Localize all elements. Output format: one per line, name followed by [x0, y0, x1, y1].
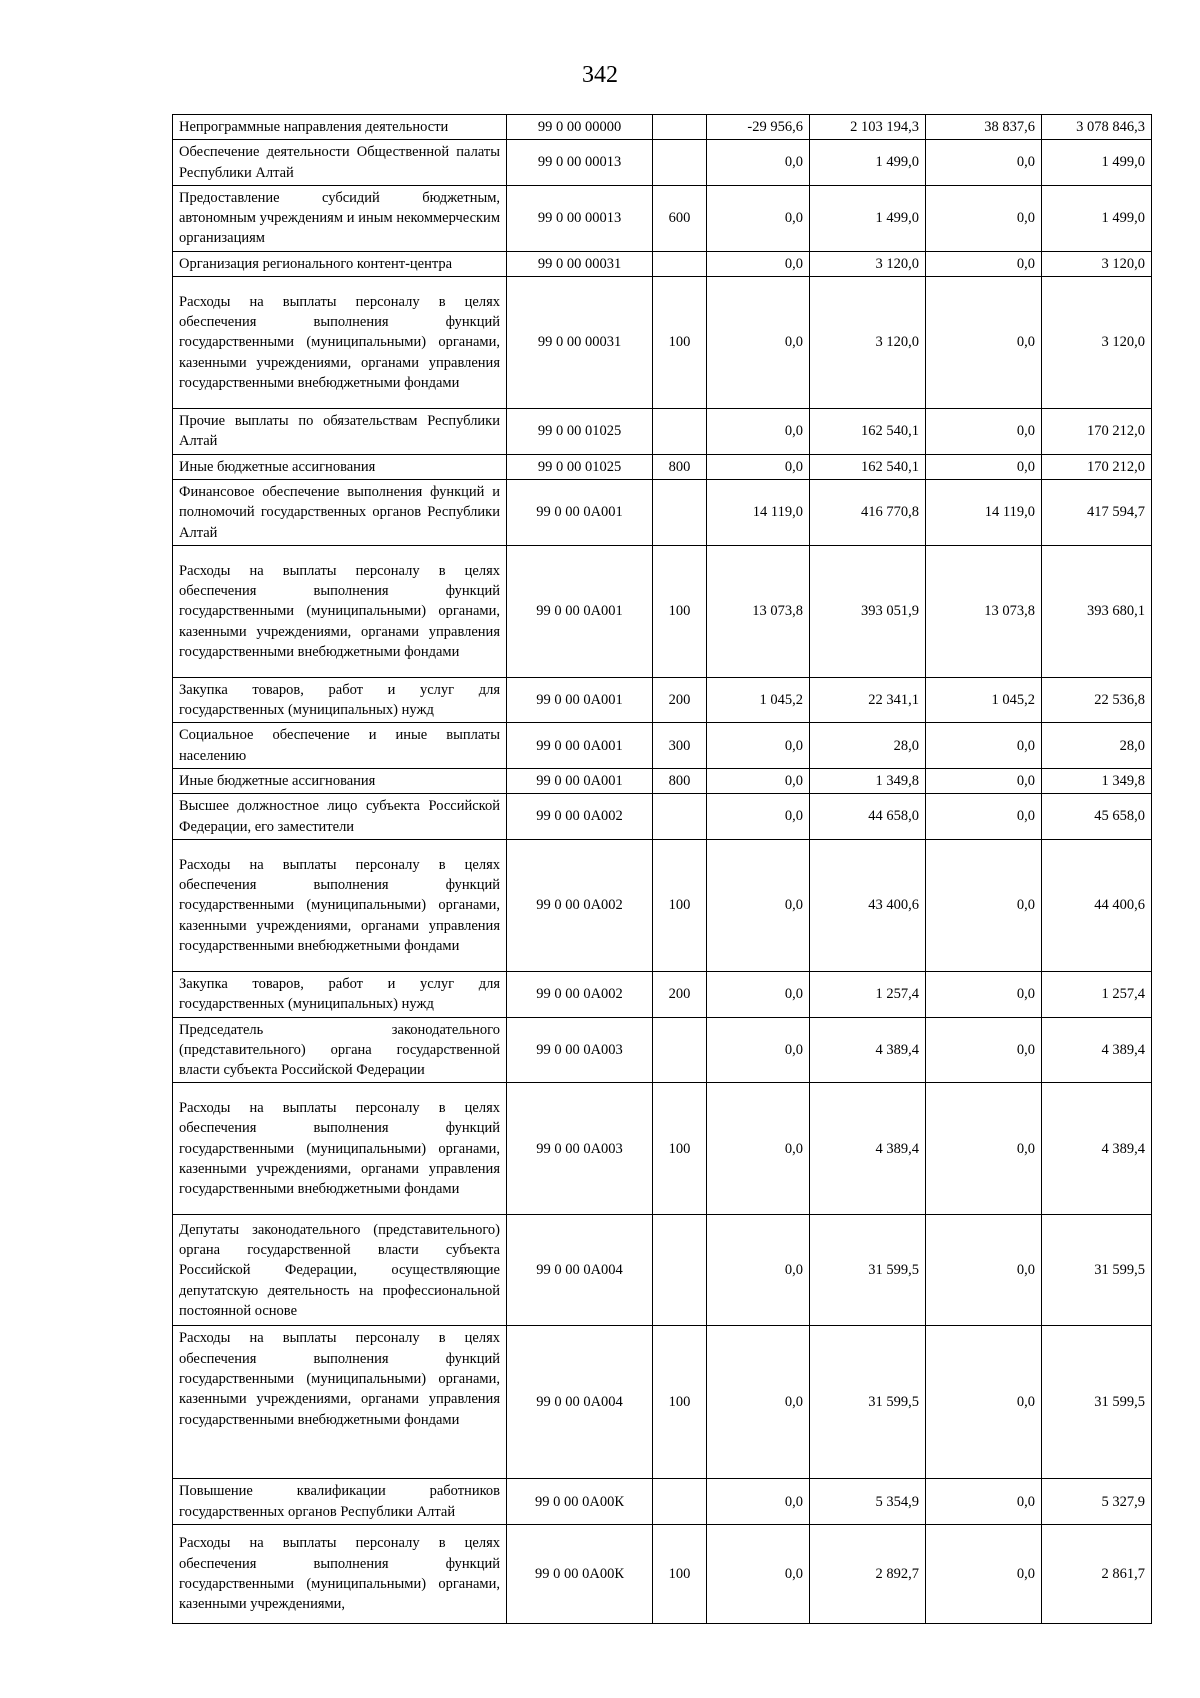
row-value-3-cell: 0,0	[926, 769, 1042, 794]
row-csr-cell: 99 0 00 0А001	[507, 479, 653, 545]
row-value-3-cell: 38 837,6	[926, 115, 1042, 140]
budget-table	[172, 114, 1152, 1624]
row-vr-cell: 100	[653, 1525, 707, 1624]
row-vr-cell: 800	[653, 769, 707, 794]
row-value-3-cell: 0,0	[926, 409, 1042, 455]
row-value-4-cell: 4 389,4	[1042, 1083, 1152, 1215]
row-csr-cell: 99 0 00 0А004	[507, 1326, 653, 1479]
row-value-1-cell: 0,0	[707, 277, 810, 409]
table-row	[173, 723, 1152, 769]
row-csr-cell: 99 0 00 0А001	[507, 769, 653, 794]
row-name-cell: Социальное обеспечение и иные выплаты населению	[173, 723, 507, 769]
row-value-4-cell: 2 861,7	[1042, 1525, 1152, 1624]
row-value-2-cell: 4 389,4	[810, 1017, 926, 1083]
row-name-cell: Закупка товаров, работ и услуг для государственных (муниципальных) нужд	[173, 677, 507, 723]
row-value-1-cell: 0,0	[707, 839, 810, 971]
table-row	[173, 794, 1152, 840]
row-value-4-cell: 393 680,1	[1042, 545, 1152, 677]
row-value-1-cell: 14 119,0	[707, 479, 810, 545]
row-value-3-cell: 0,0	[926, 1083, 1042, 1215]
row-name-cell: Прочие выплаты по обязательствам Республики Алтай	[173, 409, 507, 455]
table-row	[173, 769, 1152, 794]
row-name-cell: Закупка товаров, работ и услуг для государственных (муниципальных) нужд	[173, 971, 507, 1017]
table-row	[173, 1083, 1152, 1215]
table-row	[173, 839, 1152, 971]
row-value-3-cell: 0,0	[926, 454, 1042, 479]
row-csr-cell: 99 0 00 00013	[507, 140, 653, 186]
row-value-2-cell: 1 499,0	[810, 140, 926, 186]
row-csr-cell: 99 0 00 0А002	[507, 794, 653, 840]
row-name-cell: Расходы на выплаты персоналу в целях обеспечения выполнения функций государственными (муниципальными) органами, казенными учреждениями,	[173, 1525, 507, 1624]
row-value-1-cell: 0,0	[707, 769, 810, 794]
page-number: 342	[582, 62, 618, 88]
table-row	[173, 545, 1152, 677]
row-value-3-cell: 14 119,0	[926, 479, 1042, 545]
row-value-4-cell: 45 658,0	[1042, 794, 1152, 840]
row-value-4-cell: 44 400,6	[1042, 839, 1152, 971]
row-name-cell: Расходы на выплаты персоналу в целях обеспечения выполнения функций государственными (муниципальными) органами, казенными учреждениями, органами управления государственными внебюджетными фондами	[173, 1083, 507, 1215]
table-row	[173, 409, 1152, 455]
row-value-2-cell: 393 051,9	[810, 545, 926, 677]
row-vr-cell: 100	[653, 839, 707, 971]
row-vr-cell	[653, 251, 707, 276]
row-value-1-cell: 1 045,2	[707, 677, 810, 723]
row-value-1-cell: 0,0	[707, 1326, 810, 1479]
table-row	[173, 251, 1152, 276]
table-row	[173, 1479, 1152, 1525]
row-vr-cell: 200	[653, 677, 707, 723]
row-vr-cell	[653, 1017, 707, 1083]
table-row	[173, 454, 1152, 479]
row-value-2-cell: 4 389,4	[810, 1083, 926, 1215]
row-csr-cell: 99 0 00 0А004	[507, 1215, 653, 1326]
row-value-3-cell: 0,0	[926, 1326, 1042, 1479]
row-vr-cell: 300	[653, 723, 707, 769]
row-value-3-cell: 0,0	[926, 1525, 1042, 1624]
row-value-3-cell: 0,0	[926, 185, 1042, 251]
row-value-4-cell: 1 499,0	[1042, 185, 1152, 251]
row-value-1-cell: 0,0	[707, 185, 810, 251]
row-name-cell: Высшее должностное лицо субъекта Российской Федерации, его заместители	[173, 794, 507, 840]
row-csr-cell: 99 0 00 00013	[507, 185, 653, 251]
row-value-3-cell: 13 073,8	[926, 545, 1042, 677]
table-row	[173, 1326, 1152, 1479]
row-value-1-cell: 0,0	[707, 723, 810, 769]
row-value-3-cell: 0,0	[926, 794, 1042, 840]
row-vr-cell	[653, 479, 707, 545]
row-value-4-cell: 1 499,0	[1042, 140, 1152, 186]
row-name-cell: Расходы на выплаты персоналу в целях обеспечения выполнения функций государственными (муниципальными) органами, казенными учреждениями, органами управления государственными внебюджетными фондами	[173, 545, 507, 677]
table-row	[173, 677, 1152, 723]
row-value-1-cell: 0,0	[707, 251, 810, 276]
row-csr-cell: 99 0 00 0А002	[507, 839, 653, 971]
table-row	[173, 479, 1152, 545]
row-value-3-cell: 0,0	[926, 971, 1042, 1017]
row-value-1-cell: -29 956,6	[707, 115, 810, 140]
row-value-3-cell: 0,0	[926, 1215, 1042, 1326]
row-value-1-cell: 0,0	[707, 794, 810, 840]
row-value-4-cell: 170 212,0	[1042, 454, 1152, 479]
row-value-2-cell: 162 540,1	[810, 409, 926, 455]
row-value-3-cell: 0,0	[926, 1479, 1042, 1525]
row-name-cell: Иные бюджетные ассигнования	[173, 454, 507, 479]
row-vr-cell	[653, 794, 707, 840]
table-row	[173, 115, 1152, 140]
row-value-2-cell: 2 103 194,3	[810, 115, 926, 140]
row-value-4-cell: 417 594,7	[1042, 479, 1152, 545]
row-csr-cell: 99 0 00 0А001	[507, 545, 653, 677]
row-value-4-cell: 170 212,0	[1042, 409, 1152, 455]
row-vr-cell: 200	[653, 971, 707, 1017]
row-csr-cell: 99 0 00 01025	[507, 454, 653, 479]
row-value-2-cell: 22 341,1	[810, 677, 926, 723]
row-value-2-cell: 1 349,8	[810, 769, 926, 794]
row-vr-cell: 600	[653, 185, 707, 251]
row-name-cell: Непрограммные направления деятельности	[173, 115, 507, 140]
row-csr-cell: 99 0 00 0А00К	[507, 1479, 653, 1525]
row-name-cell: Расходы на выплаты персоналу в целях обеспечения выполнения функций государственными (муниципальными) органами, казенными учреждениями, органами управления государственными внебюджетными фондами	[173, 1326, 507, 1479]
row-csr-cell: 99 0 00 00031	[507, 251, 653, 276]
row-vr-cell	[653, 1479, 707, 1525]
row-value-1-cell: 0,0	[707, 1215, 810, 1326]
row-vr-cell	[653, 409, 707, 455]
row-name-cell: Расходы на выплаты персоналу в целях обеспечения выполнения функций государственными (муниципальными) органами, казенными учреждениями, органами управления государственными внебюджетными фондами	[173, 839, 507, 971]
row-value-1-cell: 0,0	[707, 1479, 810, 1525]
row-value-2-cell: 5 354,9	[810, 1479, 926, 1525]
row-value-2-cell: 1 499,0	[810, 185, 926, 251]
row-value-3-cell: 0,0	[926, 1017, 1042, 1083]
row-vr-cell	[653, 1215, 707, 1326]
row-value-1-cell: 0,0	[707, 1017, 810, 1083]
row-value-2-cell: 416 770,8	[810, 479, 926, 545]
row-name-cell: Обеспечение деятельности Общественной палаты Республики Алтай	[173, 140, 507, 186]
row-csr-cell: 99 0 00 0А003	[507, 1017, 653, 1083]
row-value-4-cell: 22 536,8	[1042, 677, 1152, 723]
row-value-2-cell: 162 540,1	[810, 454, 926, 479]
row-value-2-cell: 3 120,0	[810, 251, 926, 276]
row-csr-cell: 99 0 00 0А001	[507, 723, 653, 769]
row-vr-cell: 100	[653, 1083, 707, 1215]
row-value-4-cell: 28,0	[1042, 723, 1152, 769]
table-row	[173, 185, 1152, 251]
row-value-2-cell: 1 257,4	[810, 971, 926, 1017]
row-value-4-cell: 1 257,4	[1042, 971, 1152, 1017]
row-value-1-cell: 0,0	[707, 1525, 810, 1624]
row-value-4-cell: 31 599,5	[1042, 1326, 1152, 1479]
row-value-2-cell: 44 658,0	[810, 794, 926, 840]
row-value-3-cell: 1 045,2	[926, 677, 1042, 723]
row-value-2-cell: 31 599,5	[810, 1215, 926, 1326]
row-value-1-cell: 0,0	[707, 454, 810, 479]
row-vr-cell: 100	[653, 1326, 707, 1479]
row-value-3-cell: 0,0	[926, 839, 1042, 971]
row-name-cell: Предоставление субсидий бюджетным, автономным учреждениям и иным некоммерческим организациям	[173, 185, 507, 251]
row-name-cell: Расходы на выплаты персоналу в целях обеспечения выполнения функций государственными (муниципальными) органами, казенными учреждениями, органами управления государственными внебюджетными фондами	[173, 277, 507, 409]
row-value-3-cell: 0,0	[926, 251, 1042, 276]
row-value-2-cell: 2 892,7	[810, 1525, 926, 1624]
row-value-2-cell: 43 400,6	[810, 839, 926, 971]
row-value-3-cell: 0,0	[926, 723, 1042, 769]
row-value-3-cell: 0,0	[926, 140, 1042, 186]
row-name-cell: Депутаты законодательного (представительного) органа государственной власти субъекта Российской Федерации, осуществляющие депутатскую деятельность на профессиональной постоянной основе	[173, 1215, 507, 1326]
row-value-4-cell: 31 599,5	[1042, 1215, 1152, 1326]
row-value-1-cell: 0,0	[707, 140, 810, 186]
row-vr-cell: 100	[653, 545, 707, 677]
table-row	[173, 1215, 1152, 1326]
row-vr-cell: 800	[653, 454, 707, 479]
row-value-3-cell: 0,0	[926, 277, 1042, 409]
row-csr-cell: 99 0 00 0А001	[507, 677, 653, 723]
table-row	[173, 1525, 1152, 1624]
row-value-1-cell: 13 073,8	[707, 545, 810, 677]
row-value-1-cell: 0,0	[707, 971, 810, 1017]
row-csr-cell: 99 0 00 0А00К	[507, 1525, 653, 1624]
row-value-4-cell: 5 327,9	[1042, 1479, 1152, 1525]
row-csr-cell: 99 0 00 01025	[507, 409, 653, 455]
row-name-cell: Иные бюджетные ассигнования	[173, 769, 507, 794]
row-value-4-cell: 1 349,8	[1042, 769, 1152, 794]
row-name-cell: Организация регионального контент-центра	[173, 251, 507, 276]
row-value-4-cell: 3 078 846,3	[1042, 115, 1152, 140]
row-csr-cell: 99 0 00 00000	[507, 115, 653, 140]
row-value-4-cell: 3 120,0	[1042, 277, 1152, 409]
row-value-1-cell: 0,0	[707, 1083, 810, 1215]
table-row	[173, 277, 1152, 409]
row-value-4-cell: 3 120,0	[1042, 251, 1152, 276]
table-row	[173, 140, 1152, 186]
table-row	[173, 1017, 1152, 1083]
row-value-2-cell: 3 120,0	[810, 277, 926, 409]
row-name-cell: Председатель законодательного (представительного) органа государственной власти субъекта Российской Федерации	[173, 1017, 507, 1083]
row-vr-cell	[653, 115, 707, 140]
row-vr-cell: 100	[653, 277, 707, 409]
row-csr-cell: 99 0 00 00031	[507, 277, 653, 409]
table-row	[173, 971, 1152, 1017]
row-value-2-cell: 28,0	[810, 723, 926, 769]
row-vr-cell	[653, 140, 707, 186]
row-csr-cell: 99 0 00 0А003	[507, 1083, 653, 1215]
row-value-1-cell: 0,0	[707, 409, 810, 455]
row-csr-cell: 99 0 00 0А002	[507, 971, 653, 1017]
row-name-cell: Повышение квалификации работников государственных органов Республики Алтай	[173, 1479, 507, 1525]
row-name-cell: Финансовое обеспечение выполнения функций и полномочий государственных органов Республики Алтай	[173, 479, 507, 545]
row-value-2-cell: 31 599,5	[810, 1326, 926, 1479]
row-value-4-cell: 4 389,4	[1042, 1017, 1152, 1083]
